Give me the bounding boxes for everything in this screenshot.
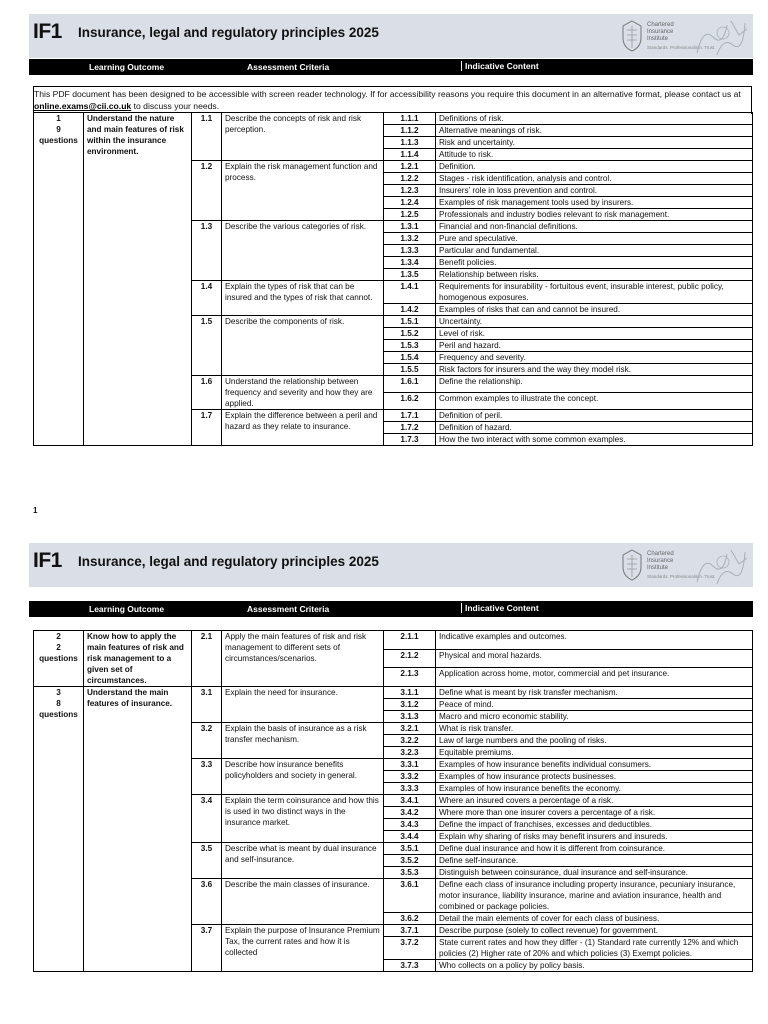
content-number: 1.5.4 (384, 352, 436, 364)
content-text: Requirements for insurability - fortuitous event, insurable interest, public policy, homogenous exposures. (436, 281, 753, 304)
content-number: 3.6.1 (384, 879, 436, 913)
col-assessment-criteria: Assessment Criteria (247, 604, 330, 614)
content-number: 1.3.3 (384, 245, 436, 257)
logo-tagline: Standards. Professionalism. Trust. (647, 574, 716, 579)
outcome-number: 3 (56, 688, 61, 697)
note-text: to discuss your needs. (131, 101, 220, 111)
content-text: Common examples to illustrate the concept. (436, 393, 753, 410)
question-count: 2 questions (39, 643, 78, 663)
content-number: 3.6.2 (384, 913, 436, 925)
content-text: Uncertainty. (436, 316, 753, 328)
criteria-text: Describe the various categories of risk. (222, 221, 384, 281)
criteria-number: 3.5 (192, 843, 222, 879)
content-number: 1.2.5 (384, 209, 436, 221)
content-text: Relationship between risks. (436, 269, 753, 281)
content-text: Define the impact of franchises, excesses and deductibles. (436, 819, 753, 831)
content-number: 1.5.1 (384, 316, 436, 328)
learning-outcome-text: Know how to apply the main features of risk and risk management to a given set of circumstances. (84, 631, 192, 687)
content-number: 3.1.2 (384, 699, 436, 711)
col-learning-outcome: Learning Outcome (89, 604, 165, 614)
content-text: Explain why sharing of risks may benefit insurers and insureds. (436, 831, 753, 843)
content-number: 1.1.2 (384, 125, 436, 137)
outcome-number: 2 (56, 632, 61, 641)
content-text: Alternative meanings of risk. (436, 125, 753, 137)
outcome-number: 1 (56, 114, 61, 123)
accessibility-note (34, 88, 750, 112)
content-number: 1.2.1 (384, 161, 436, 173)
question-count: 9 questions (39, 125, 78, 145)
content-text: Examples of risk management tools used by insurers. (436, 197, 753, 209)
content-text: Examples of how insurance benefits individual consumers. (436, 759, 753, 771)
criteria-text: Explain the term coinsurance and how this is used in two distinct ways in the insurance market. (222, 795, 384, 843)
content-number: 2.1.1 (384, 631, 436, 650)
content-text: Benefit policies. (436, 257, 753, 269)
content-number: 3.4.3 (384, 819, 436, 831)
content-number: 3.5.1 (384, 843, 436, 855)
content-number: 3.4.2 (384, 807, 436, 819)
content-text: Application across home, motor, commercial and pet insurance. (436, 668, 753, 687)
content-text: Describe purpose (solely to collect revenue) for government. (436, 925, 753, 937)
content-text: Definition of hazard. (436, 422, 753, 434)
content-number: 1.2.3 (384, 185, 436, 197)
criteria-number: 1.3 (192, 221, 222, 281)
criteria-text: Describe the concepts of risk and risk perception. (222, 113, 384, 161)
content-number: 3.7.3 (384, 960, 436, 972)
content-number: 3.2.1 (384, 723, 436, 735)
content-number: 3.5.2 (384, 855, 436, 867)
content-text: Where more than one insurer covers a percentage of a risk. (436, 807, 753, 819)
content-text: Examples of risks that can and cannot be insured. (436, 304, 753, 316)
content-text: Where an insured covers a percentage of a risk. (436, 795, 753, 807)
criteria-text: Explain the difference between a peril and hazard as they relate to insurance. (222, 410, 384, 446)
content-number: 1.7.1 (384, 410, 436, 422)
syllabus-code: IF1 (33, 20, 62, 43)
content-text: Risk factors for insurers and the way they model risk. (436, 364, 753, 376)
syllabus-title: Insurance, legal and regulatory principles 2025 (78, 554, 379, 569)
table-row (34, 113, 753, 125)
content-number: 2.1.2 (384, 649, 436, 668)
content-text: Frequency and severity. (436, 352, 753, 364)
cii-logo (621, 17, 749, 57)
content-text: Define the relationship. (436, 376, 753, 393)
logo-text: Insurance (647, 29, 674, 35)
logo-text: Chartered (647, 22, 674, 28)
content-number: 3.2.3 (384, 747, 436, 759)
col-assessment-criteria: Assessment Criteria (247, 62, 330, 72)
col-indicative-content: Indicative Content (461, 61, 539, 71)
col-learning-outcome: Learning Outcome (89, 62, 165, 72)
syllabus-table (33, 630, 753, 972)
logo-text: Institute (647, 36, 669, 42)
content-text: Detail the main elements of cover for each class of business. (436, 913, 753, 925)
criteria-text: Explain the types of risk that can be insured and the types of risk that cannot. (222, 281, 384, 316)
content-number: 1.4.2 (384, 304, 436, 316)
criteria-text: Describe how insurance benefits policyholders and society in general. (222, 759, 384, 795)
cii-logo (621, 546, 749, 586)
note-text: This PDF document has been designed to be accessible with screen reader technology. If for accessibility reasons you require this document in an alternative format, please contact us at (34, 89, 741, 99)
content-text: Macro and micro economic stability. (436, 711, 753, 723)
content-text: Definitions of risk. (436, 113, 753, 125)
content-number: 3.2.2 (384, 735, 436, 747)
content-text: Examples of how insurance benefits the economy. (436, 783, 753, 795)
content-number: 3.7.2 (384, 937, 436, 960)
content-number: 3.1.3 (384, 711, 436, 723)
criteria-text: Explain the need for insurance. (222, 687, 384, 723)
content-number: 1.7.2 (384, 422, 436, 434)
content-text: Definition. (436, 161, 753, 173)
content-number: 1.7.3 (384, 434, 436, 446)
content-number: 1.1.3 (384, 137, 436, 149)
logo-text: Chartered (647, 551, 674, 557)
criteria-text: Describe the main classes of insurance. (222, 879, 384, 925)
criteria-number: 3.2 (192, 723, 222, 759)
criteria-number: 1.2 (192, 161, 222, 221)
logo-text: Institute (647, 565, 669, 571)
crest-icon (621, 549, 643, 581)
contact-email-link[interactable]: online.exams@cii.co.uk (34, 101, 132, 111)
content-number: 1.3.1 (384, 221, 436, 233)
table-row (34, 631, 753, 650)
learning-outcome-text: Understand the nature and main features of risk within the insurance environment. (84, 113, 192, 446)
syllabus-table (33, 112, 753, 446)
content-text: Law of large numbers and the pooling of risks. (436, 735, 753, 747)
content-text: Define what is meant by risk transfer mechanism. (436, 687, 753, 699)
decorative-line-art (693, 17, 749, 57)
criteria-text: Describe what is meant by dual insurance and self-insurance. (222, 843, 384, 879)
criteria-number: 2.1 (192, 631, 222, 687)
learning-outcome-text: Understand the main features of insurance. (84, 687, 192, 972)
content-text: Equitable premiums. (436, 747, 753, 759)
content-number: 1.6.2 (384, 393, 436, 410)
content-text: Particular and fundamental. (436, 245, 753, 257)
content-text: Stages - risk identification, analysis and control. (436, 173, 753, 185)
criteria-text: Apply the main features of risk and risk management to different sets of circumstances/scenarios. (222, 631, 384, 687)
content-number: 3.4.1 (384, 795, 436, 807)
content-text: Pure and speculative. (436, 233, 753, 245)
crest-icon (621, 20, 643, 52)
page-number: 1 (33, 506, 38, 515)
content-number: 1.5.3 (384, 340, 436, 352)
table-row (34, 687, 753, 699)
criteria-text: Understand the relationship between frequency and severity and how they are applied. (222, 376, 384, 410)
content-number: 1.2.4 (384, 197, 436, 209)
decorative-line-art (693, 546, 749, 586)
content-text: Insurers’ role in loss prevention and control. (436, 185, 753, 197)
content-text: Level of risk. (436, 328, 753, 340)
learning-outcome-number (34, 113, 84, 446)
content-number: 3.3.3 (384, 783, 436, 795)
content-number: 3.7.1 (384, 925, 436, 937)
question-count: 8 questions (39, 699, 78, 719)
content-number: 1.3.5 (384, 269, 436, 281)
content-number: 3.3.2 (384, 771, 436, 783)
content-number: 3.1.1 (384, 687, 436, 699)
syllabus-title: Insurance, legal and regulatory principles 2025 (78, 25, 379, 40)
content-number: 1.5.2 (384, 328, 436, 340)
content-text: How the two interact with some common examples. (436, 434, 753, 446)
content-number: 1.3.4 (384, 257, 436, 269)
content-text: Attitude to risk. (436, 149, 753, 161)
content-text: State current rates and how they differ - (1) Standard rate currently 12% and which policies (2) Higher rate of 20% and which policies (3) Exempt policies. (436, 937, 753, 960)
content-number: 1.1.4 (384, 149, 436, 161)
column-header-band (29, 59, 753, 75)
content-number: 3.3.1 (384, 759, 436, 771)
learning-outcome-number (34, 631, 84, 687)
content-text: Definition of peril. (436, 410, 753, 422)
criteria-number: 1.6 (192, 376, 222, 410)
content-number: 1.2.2 (384, 173, 436, 185)
content-text: Define dual insurance and how it is different from coinsurance. (436, 843, 753, 855)
col-indicative-content: Indicative Content (461, 603, 539, 613)
criteria-number: 3.1 (192, 687, 222, 723)
content-text: What is risk transfer. (436, 723, 753, 735)
content-number: 3.4.4 (384, 831, 436, 843)
content-text: Peace of mind. (436, 699, 753, 711)
column-header-band (29, 601, 753, 617)
criteria-number: 1.7 (192, 410, 222, 446)
criteria-text: Explain the risk management function and process. (222, 161, 384, 221)
content-text: Distinguish between coinsurance, dual insurance and self-insurance. (436, 867, 753, 879)
content-text: Financial and non-financial definitions. (436, 221, 753, 233)
content-text: Define self-insurance. (436, 855, 753, 867)
content-text: Define each class of insurance including property insurance, pecuniary insurance, motor insurance, liability insurance, marine and aviation insurance, health and combined or package policies. (436, 879, 753, 913)
content-number: 1.4.1 (384, 281, 436, 304)
content-number: 1.5.5 (384, 364, 436, 376)
criteria-number: 3.7 (192, 925, 222, 972)
content-number: 1.3.2 (384, 233, 436, 245)
content-text: Who collects on a policy by policy basis. (436, 960, 753, 972)
criteria-number: 1.5 (192, 316, 222, 376)
content-text: Indicative examples and outcomes. (436, 631, 753, 650)
criteria-number: 3.6 (192, 879, 222, 925)
content-text: Physical and moral hazards. (436, 649, 753, 668)
criteria-number: 1.1 (192, 113, 222, 161)
criteria-text: Explain the purpose of Insurance Premium Tax, the current rates and how it is collected (222, 925, 384, 972)
page-header (29, 14, 753, 58)
syllabus-code: IF1 (33, 549, 62, 572)
content-text: Peril and hazard. (436, 340, 753, 352)
criteria-number: 1.4 (192, 281, 222, 316)
content-number: 1.1.1 (384, 113, 436, 125)
logo-text: Insurance (647, 558, 674, 564)
criteria-text: Explain the basis of insurance as a risk transfer mechanism. (222, 723, 384, 759)
content-text: Examples of how insurance protects businesses. (436, 771, 753, 783)
content-number: 2.1.3 (384, 668, 436, 687)
content-text: Professionals and industry bodies relevant to risk management. (436, 209, 753, 221)
criteria-number: 3.4 (192, 795, 222, 843)
content-text: Risk and uncertainty. (436, 137, 753, 149)
learning-outcome-number (34, 687, 84, 972)
content-number: 1.6.1 (384, 376, 436, 393)
criteria-text: Describe the components of risk. (222, 316, 384, 376)
logo-tagline: Standards. Professionalism. Trust. (647, 45, 716, 50)
page-header (29, 543, 753, 587)
content-number: 3.5.3 (384, 867, 436, 879)
criteria-number: 3.3 (192, 759, 222, 795)
